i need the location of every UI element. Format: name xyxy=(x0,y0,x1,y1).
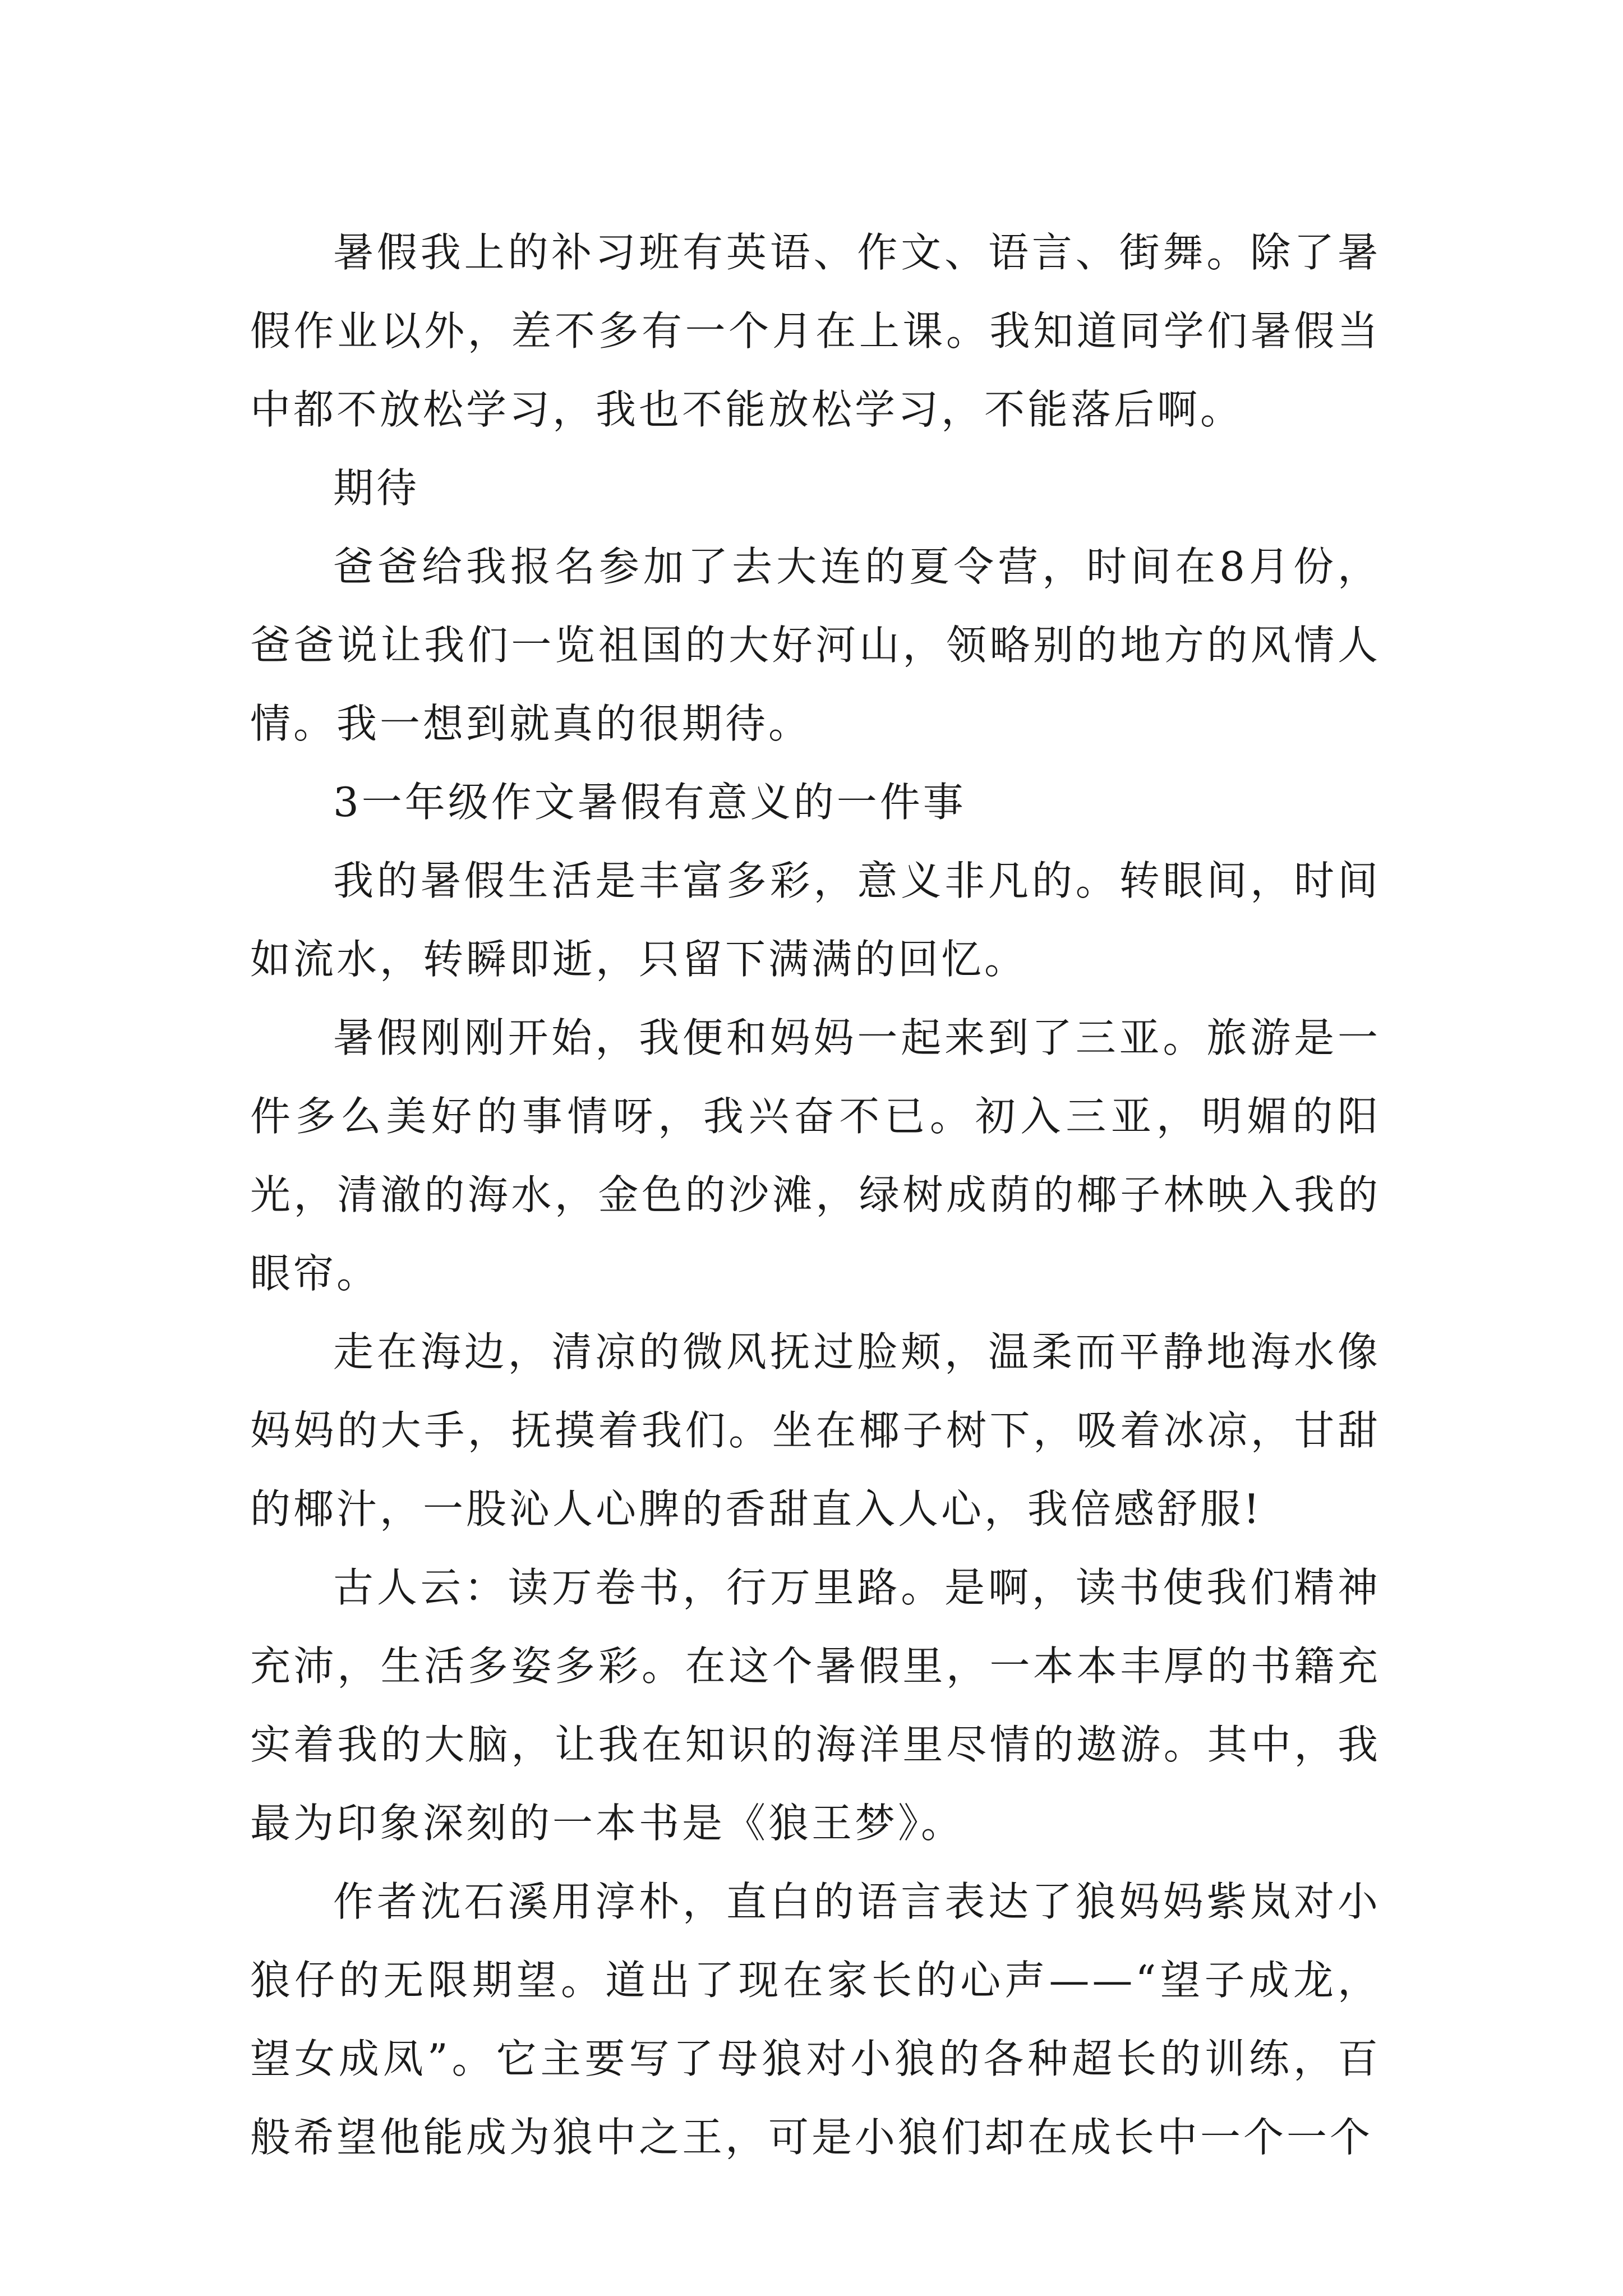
paragraph-book-review: 作者沈石溪用淳朴，直白的语言表达了狼妈妈紫岚对小狼仔的无限期望。道出了现在家长的心声——“望子成龙，望女成凤”。它主要写了母狼对小狼的各种超长的训练，百般希望他能成为狼中之王，可是小狼们却在成长中一个一个 xyxy=(250,1878,1381,2161)
paragraph-tutoring-classes: 暑假我上的补习班有英语、作文、语言、街舞。除了暑假作业以外，差不多有一个月在上课。我知道同学们暑假当中都不放松学习，我也不能放松学习，不能落后啊。 xyxy=(250,229,1381,433)
paragraph-sanya-trip: 暑假刚刚开始，我便和妈妈一起来到了三亚。旅游是一件多么美好的事情呀，我兴奋不已。初入三亚，明媚的阳光，清澈的海水，金色的沙滩，绿树成荫的椰子林映入我的眼帘。 xyxy=(250,1014,1381,1297)
paragraph-reading: 古人云：读万卷书，行万里路。是啊，读书使我们精神充沛，生活多姿多彩。在这个暑假里，一本本丰厚的书籍充实着我的大脑，让我在知识的海洋里尽情的遨游。其中，我最为印象深刻的一本书是《狼王梦》。 xyxy=(250,1564,1381,1847)
paragraph-summer-camp: 爸爸给我报名参加了去大连的夏令营，时间在8月份，爸爸说让我们一览祖国的大好河山，领略别的地方的风情人情。我一想到就真的很期待。 xyxy=(250,543,1381,747)
paragraph-summer-life: 我的暑假生活是丰富多彩，意义非凡的。转眼间，时间如流水，转瞬即逝，只留下满满的回忆。 xyxy=(250,857,1381,983)
paragraph-seaside: 走在海边，清凉的微风抚过脸颊，温柔而平静地海水像妈妈的大手，抚摸着我们。坐在椰子树下，吸着冰凉，甘甜的椰汁，一股沁人心脾的香甜直入人心，我倍感舒服! xyxy=(250,1328,1381,1533)
essay-title: 3一年级作文暑假有意义的一件事 xyxy=(333,779,966,826)
heading-anticipation: 期待 xyxy=(333,464,420,512)
document-body xyxy=(250,213,1381,2177)
